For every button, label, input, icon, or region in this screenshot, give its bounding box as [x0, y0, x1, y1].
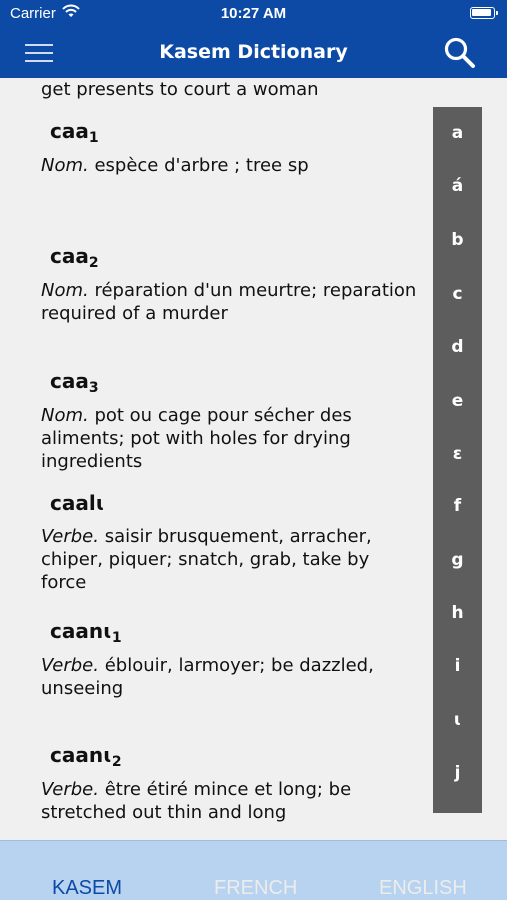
definition: Verbe. éblouir, larmoyer; be dazzled, unseeing — [41, 655, 374, 699]
index-letter-b[interactable]: b — [451, 230, 464, 250]
definition: Nom. espèce d'arbre ; tree sp — [41, 155, 309, 176]
index-letter-iota[interactable]: ɩ — [453, 710, 462, 730]
headword: caa$_2$ — [50, 244, 99, 271]
index-letter-h[interactable]: h — [451, 603, 464, 623]
index-letter-open-e[interactable]: ɛ — [452, 444, 463, 464]
search-icon[interactable] — [443, 36, 477, 70]
part-of-speech: Verbe. — [41, 655, 99, 676]
index-letter-c[interactable]: c — [452, 284, 463, 304]
battery-icon — [470, 7, 495, 19]
index-letter-f[interactable]: f — [453, 496, 462, 516]
headword: caa$_1$ — [50, 119, 99, 146]
part-of-speech: Verbe. — [41, 526, 99, 547]
headword: caalɩ — [50, 491, 105, 515]
dictionary-entry-list[interactable] — [0, 78, 430, 840]
definition: Nom. réparation d'un meurtre; reparation required of a murder — [41, 280, 417, 324]
definition: Nom. pot ou cage pour sécher des aliments; pot with holes for drying ingredients — [41, 405, 352, 472]
index-letter-j[interactable]: j — [454, 763, 461, 783]
definition: Verbe. être étiré mince et long; be stretched out thin and long — [41, 779, 352, 823]
index-letter-i[interactable]: i — [454, 656, 461, 676]
headword: caanɩ$_2$ — [50, 743, 122, 770]
index-letter-e[interactable]: e — [451, 391, 464, 411]
tab-kasem[interactable]: KASEM — [52, 877, 123, 899]
status-bar — [0, 0, 507, 28]
tab-english[interactable]: ENGLISH — [379, 877, 467, 899]
part-of-speech: Nom. — [41, 155, 89, 176]
tab-french[interactable]: FRENCH — [214, 877, 298, 899]
part-of-speech: Nom. — [41, 280, 89, 301]
part-of-speech: Nom. — [41, 405, 89, 426]
page-title: Kasem Dictionary — [159, 41, 348, 63]
index-letter-g[interactable]: g — [451, 550, 464, 570]
alphabet-index[interactable] — [433, 107, 482, 813]
clock: 10:27 AM — [220, 5, 287, 22]
headword: caa$_3$ — [50, 369, 99, 396]
definition: Verbe. saisir brusquement, arracher, chiper, piquer; snatch, grab, take by force — [41, 526, 372, 593]
previous-entry-fragment: get presents to court a woman — [41, 79, 319, 100]
index-letter-d[interactable]: d — [451, 337, 464, 357]
carrier-label: Carrier — [10, 5, 56, 22]
language-tab-bar — [0, 840, 507, 900]
part-of-speech: Verbe. — [41, 779, 99, 800]
index-letter-a[interactable]: a — [451, 123, 464, 143]
index-letter-a-acute[interactable]: á — [451, 176, 464, 196]
nav-bar — [0, 28, 507, 78]
headword: caanɩ$_1$ — [50, 619, 122, 646]
